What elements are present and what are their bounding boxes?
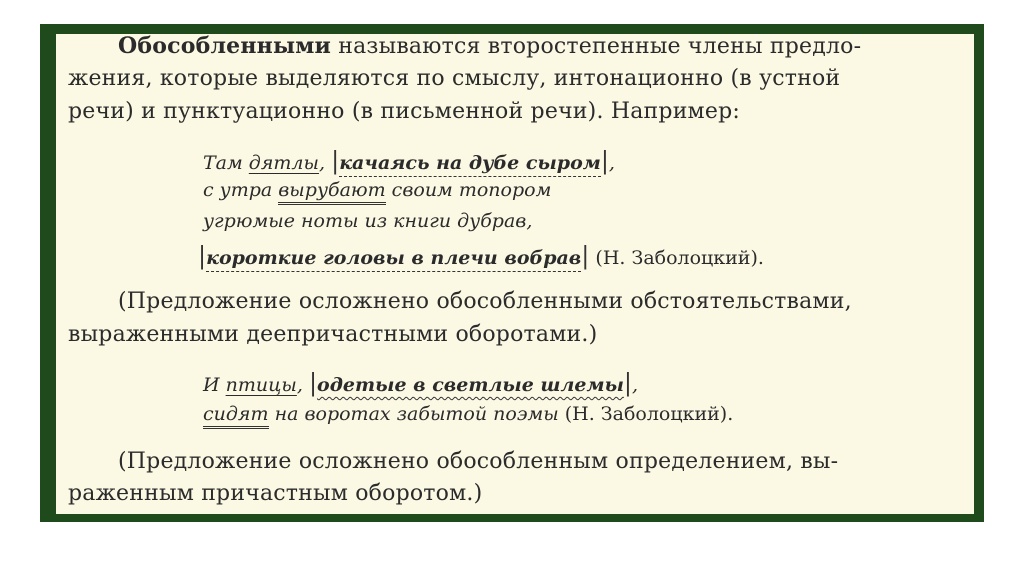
bracket-right: | <box>581 242 590 270</box>
poem2-punct: , <box>296 374 309 396</box>
poem1-adverbial-phrase-2: короткие головы в плечи вобрав <box>206 247 581 272</box>
definition-line-2: жения, которые выделяются по смыслу, интонационно (в устной <box>68 66 841 91</box>
poem1-word: Там <box>203 152 249 174</box>
poem1-line-1 <box>203 147 615 175</box>
poem1-adverbial-phrase: качаясь на дубе сыром <box>339 152 601 177</box>
poem1-punct-end: , <box>608 152 615 174</box>
poem1-word: с утра <box>203 179 279 201</box>
poem2-words: на воротах забытой поэмы <box>268 403 559 425</box>
poem2-predicate: сидят <box>203 403 269 429</box>
note2-line-1: (Предложение осложнено обособленным определением, вы- <box>118 449 839 474</box>
poem2-line-1 <box>203 369 638 397</box>
poem2-word: И <box>203 374 226 396</box>
definition-term: Обособленными <box>118 33 332 59</box>
poem1-words: своим топором <box>385 179 552 201</box>
poem2-line-2 <box>203 403 733 425</box>
poem2-subject: птицы <box>225 374 297 396</box>
poem2-punct-end: , <box>632 374 639 396</box>
definition-line-3: речи) и пунктуационно (в письменной речи). Например: <box>68 99 740 124</box>
note1-line-1: (Предложение осложнено обособленными обстоятельствами, <box>118 289 852 314</box>
poem1-predicate: вырубают <box>278 179 385 205</box>
bracket-left: | <box>308 369 318 397</box>
poem1-punct: , <box>319 152 332 174</box>
poem1-line-3: угрюмые ноты из книги дубрав, <box>203 210 533 232</box>
bracket-left: | <box>331 147 340 175</box>
poem1-line-4 <box>198 242 764 270</box>
poem2-source: (Н. Заболоцкий). <box>558 403 734 425</box>
poem1-subject: дятлы <box>248 152 320 174</box>
bracket-right: | <box>623 369 633 397</box>
note1-line-2: выраженными деепричастными оборотами.) <box>68 322 598 347</box>
definition-line-1 <box>118 33 861 59</box>
note2-line-2: раженным причастным оборотом.) <box>68 481 483 506</box>
bracket-left: | <box>198 242 207 270</box>
definition-line-1-text: называются второстепенные члены предло- <box>331 34 862 59</box>
poem2-participial-phrase: одетые в светлые шлемы <box>317 374 624 396</box>
poem1-line-2 <box>203 179 551 201</box>
bracket-right: | <box>600 147 609 175</box>
poem1-source: (Н. Заболоцкий). <box>589 247 764 269</box>
